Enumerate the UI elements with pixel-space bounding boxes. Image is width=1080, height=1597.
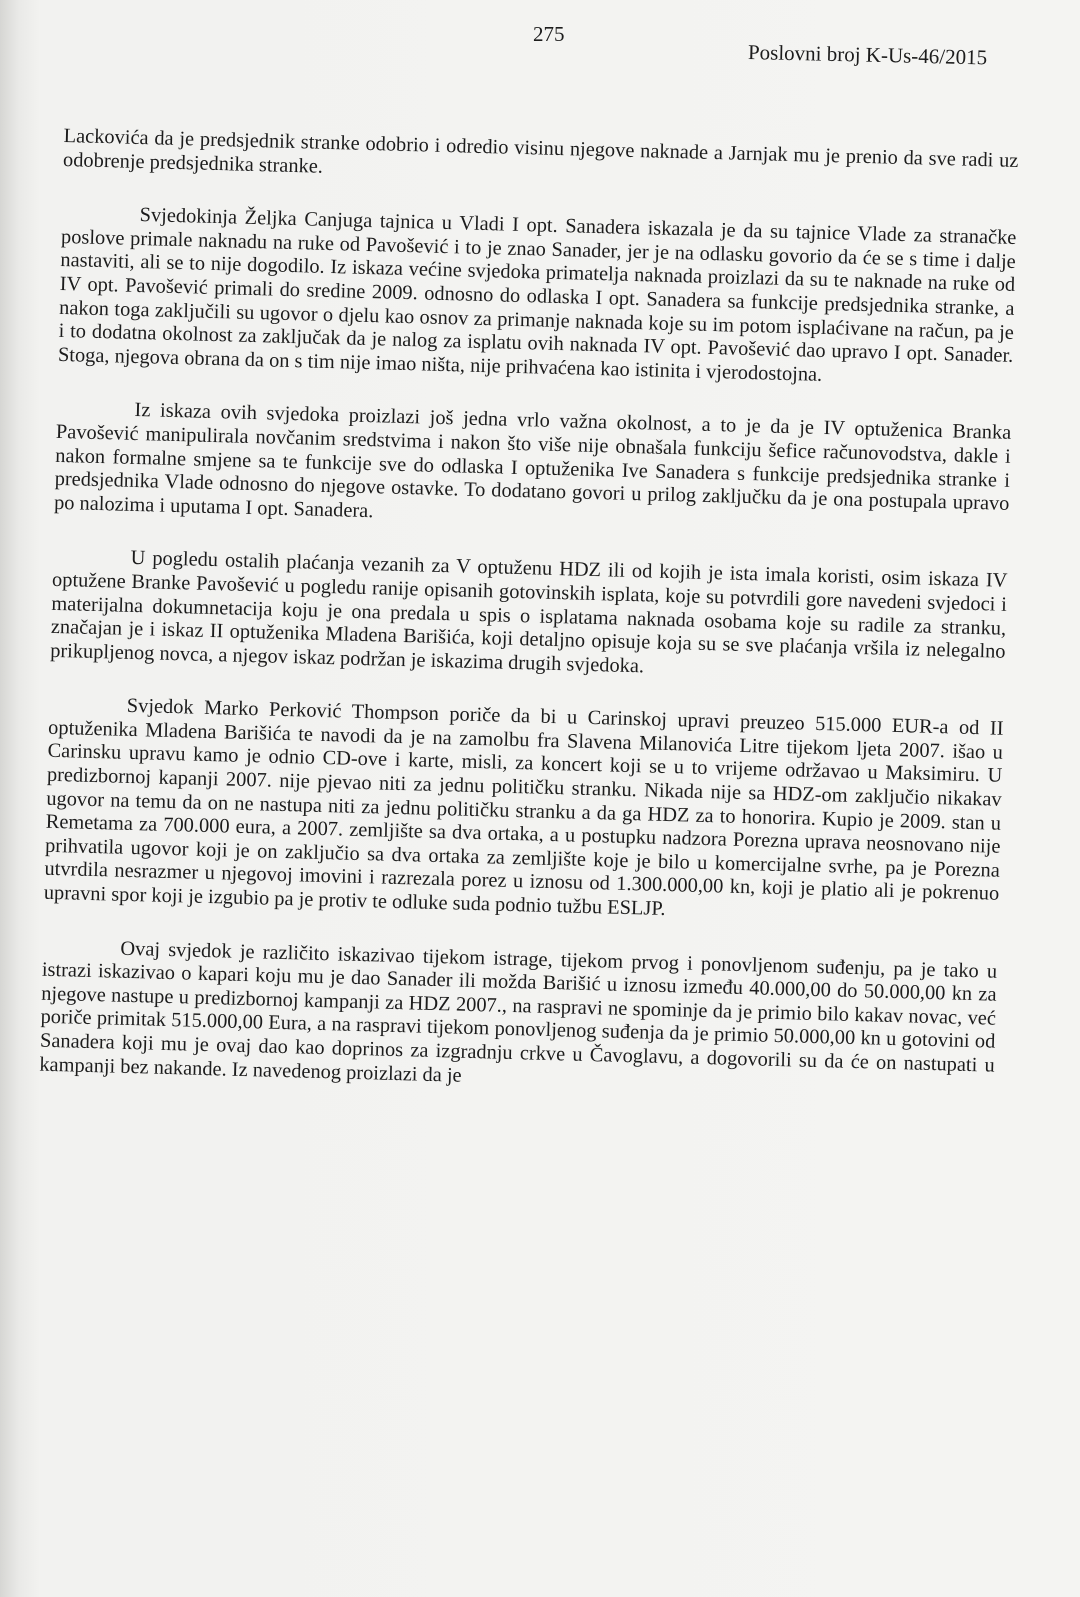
paragraph-1: Lackovića da je predsjednik stranke odobrio i odredio visinu njegove naknade a Jarnjak mu je prenio da sve radi uz odobrenje predsjednika stranke. (62, 125, 1019, 178)
body-text (38, 125, 1018, 1132)
paragraph-3: Iz iskaza ovih svjedoka proizlazi još jedna vrlo važna okolnost, a to je da je IV optuženica Branka Pavošević manipulirala novčanim sredstvima i nakon što više nije obnašala funkciju šefice računovodstva, dakle i nakon formalne smjene sa te funkcije sve do odlaska I optuženika Ive Sanadera s funkcije predsjednika stranke i predsjednika Vlade odnosno do njegove ostavke. To dodatano govori u prilog zaključku da je ona postupala upravo po nalozima i uputama I opt. Sanadera. (53, 399, 1012, 522)
case-number: Poslovni broj K-Us-46/2015 (747, 40, 988, 70)
paragraph-5: Svjedok Marko Perković Thompson poriče da bi u Carinskoj upravi preuzeo 515.000 EUR-a od II optuženika Mladena Barišića te navodi da je na zamolbu fra Slavena Milanovića Litre tijekom ljeta 2007. išao u Carinsku upravu kamo je odnio CD-ove i karte, misli, za koncert koji se u to vrijeme održavao u Maksimiru. U predizbornoj kapanji 2007. nije pjevao niti za jednu političku stranku. Nikada nije sa HDZ-om zaključio nikakav ugovor na temu da on ne nastupa niti za jednu političku stranku a da ga HDZ za to honorira. Kupio je 2009. stan u Remetama za 700.000 eura, a 2007. zemljište sa dva ortaka, a u postupku nadzora Porezna uprava neosnovano nije prihvatila ugovor koji je on zaključio sa dva ortaka za zemljište koje je bilo u komercijalne svrhe, pa je Porezna utvrdila nesrazmer u njegovoj imovini i razrezala porez u iznosu od 1.300.000,00 kn, koji je platio ali je pokrenuo upravni spor koji je izgubio pa je protiv te odluke suda podnio tužbu ESLJP. (43, 695, 1004, 921)
paragraph-6: Ovaj svjedok je različito iskazivao tijekom istrage, tijekom prvog i ponovljenom suđenju, pa je tako u istrazi iskazivao o kapari koju mu je dao Sanader ili možda Barišić u iznosu između 40.000,00 do 50.000,00 kn za njegove nastupe u predizbornoj kampanji za HDZ 2007., na raspravi ne spominje da je primio bilo kakav novac, već poriče primitak 515.000,00 Eura, a na raspravi tijekom ponovljenog suđenja da je primio 50.000,00 kn u gotovini od Sanadera koji mu je ovaj dao kao doprinos za izgradnju crkve u Čavoglavu, a dogovorili su da će on nastupati u kampanji bez nakande. Iz navedenog proizlazi da je (39, 937, 998, 1087)
paragraph-2: Svjedokinja Željka Canjuga tajnica u Vladi I opt. Sanadera iskazala je da su tajnice Vlade za stranačke poslove primale naknadu na ruke od Pavošević i to je znao Sanader, jer je na odlasku govorio da će se s time i dalje nastaviti, ali se to nije dogodilo. Iz iskaza većine svjedoka primatelja naknada proizlazi da su te naknade na ruke od IV opt. Pavošević primali do sredine 2009. odnosno do odlaska I opt. Sanadera sa funkcije predsjednika stranke, a nakon toga zaključili su ugovor o djelu kao osnov za primanje naknada koje su im potom isplaćivane na račun, pa je i to dodatna okolnost za zaključak da je nalog za isplatu ovih naknada IV opt. Pavošević dao upravo I opt. Sanader. Stoga, njegova obrana da on s tim nije imao ništa, nije prihvaćena kao istinita i vjerodostojna. (57, 204, 1017, 386)
paragraph-4: U pogledu ostalih plaćanja vezanih za V optuženu HDZ ili od kojih je ista imala koristi, osim iskaza IV optužene Branke Pavošević u pogledu ranije opisanih gotovinskih isplata, koje su potvrdili gore navedeni svjedoci i materijalna dokumnetacija koju je ona predala u spis o isplatama naknada osobama koje su radile za stranku, značajan je i iskaz II optuženika Mladena Barišića, koji detaljno opisuje koja su se sve plaćanja vršila iz nelegalno prikupljenog novca, a njegov iskaz podržan je iskazima drugih svjedoka. (49, 547, 1008, 678)
page-number: 275 (533, 22, 565, 46)
